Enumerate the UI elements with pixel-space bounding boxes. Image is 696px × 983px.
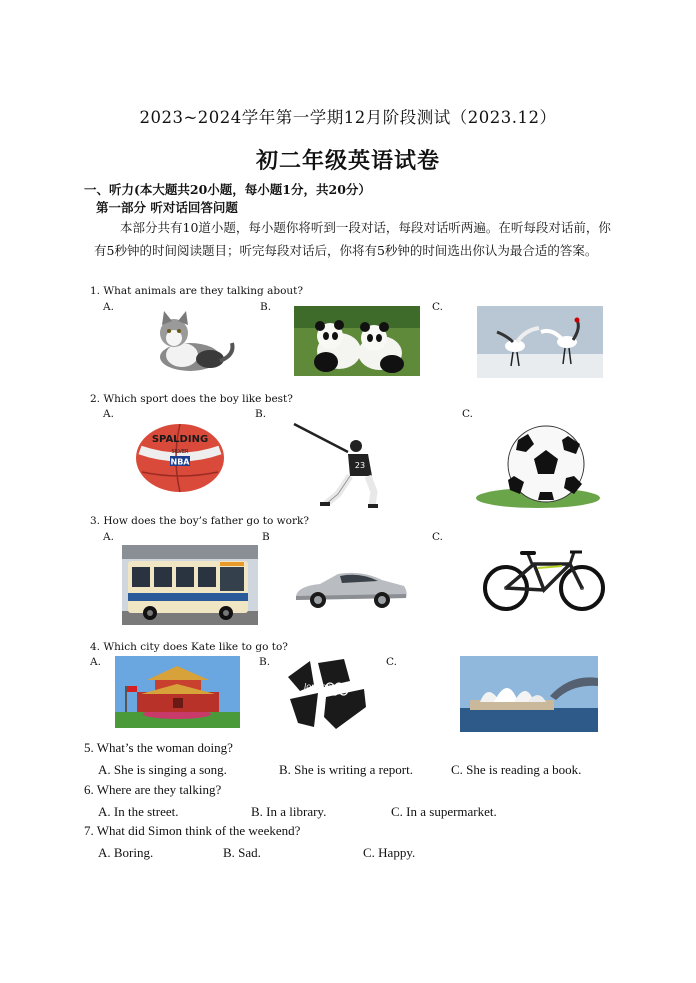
q2-option-a[interactable]: A. (103, 408, 114, 420)
q6-option-b[interactable]: B. In a library. (251, 804, 327, 819)
pandas-image (294, 306, 420, 376)
q2-option-b[interactable]: B. (255, 408, 267, 420)
q5-option-a[interactable]: A. She is singing a song. (98, 762, 227, 777)
q7-option-a[interactable]: A. Boring. (98, 845, 154, 860)
q6-option-a[interactable]: A. In the street. (98, 804, 179, 819)
basketball-image (132, 420, 228, 496)
tiananmen-image (115, 656, 240, 728)
question-1: 1. What animals are they talking about? (90, 285, 303, 297)
question-2: 2. Which sport does the boy like best? (90, 393, 293, 405)
q1-option-c[interactable]: C. (432, 301, 443, 313)
bus-image (122, 545, 258, 625)
q6-option-c[interactable]: C. In a supermarket. (391, 804, 497, 819)
question-3: 3. How does the boy’s father go to work? (90, 515, 309, 527)
sydney-opera-house-image (460, 656, 598, 732)
basketball-brand: SPALDING (151, 434, 209, 445)
question-5: 5. What’s the woman doing? (84, 740, 233, 755)
question-6: 6. Where are they talking? (84, 782, 222, 797)
london-logo-text: london (304, 682, 332, 691)
basketball-sub: SILVER (171, 449, 189, 455)
car-image (290, 566, 410, 610)
q7-option-c[interactable]: C. Happy. (363, 845, 416, 860)
q2-option-c[interactable]: C. (462, 408, 473, 420)
basketball-league: NBA (170, 457, 190, 467)
q5-option-b[interactable]: B. She is writing a report. (279, 762, 413, 777)
q4-option-b[interactable]: B. (259, 656, 271, 668)
cat-image (140, 305, 240, 375)
q4-option-c[interactable]: C. (386, 656, 397, 668)
q5-option-c[interactable]: C. She is reading a book. (451, 762, 582, 777)
q1-option-b[interactable]: B. (260, 301, 272, 313)
cranes-image (477, 306, 603, 378)
instructions: 本部分共有10道小题，每小题你将听到一段对话，每段对话听两遍。在听每段对话前，你有5秒钟的时间阅读题目；听完每段对话后，你将有5秒钟的时间选出你认为最合适的答案。 (94, 220, 611, 258)
q7-option-b[interactable]: B. Sad. (223, 845, 261, 860)
q1-option-a[interactable]: A. (103, 301, 114, 313)
exam-title: 初二年级英语试卷 (255, 148, 440, 174)
q3-option-a[interactable]: A. (103, 531, 114, 543)
q4-option-a[interactable]: A. (90, 656, 101, 668)
player-number: 23 (354, 461, 366, 470)
question-7: 7. What did Simon think of the weekend? (84, 823, 301, 838)
baseball-player-image (290, 418, 390, 510)
section-heading: 一、听力(本大题共20小题，每小题1分，共20分） (84, 182, 371, 197)
exam-subtitle: 2023~2024学年第一学期12月阶段测试（2023.12） (139, 108, 557, 127)
q3-option-b[interactable]: B (262, 531, 270, 543)
question-4: 4. Which city does Kate like to go to? (90, 641, 288, 653)
london-2012-logo (284, 657, 370, 731)
q3-option-c[interactable]: C. (432, 531, 443, 543)
part-heading: 第一部分 听对话回答问题 (96, 200, 238, 215)
soccer-ball-image (468, 424, 602, 510)
bicycle-image (478, 544, 610, 612)
